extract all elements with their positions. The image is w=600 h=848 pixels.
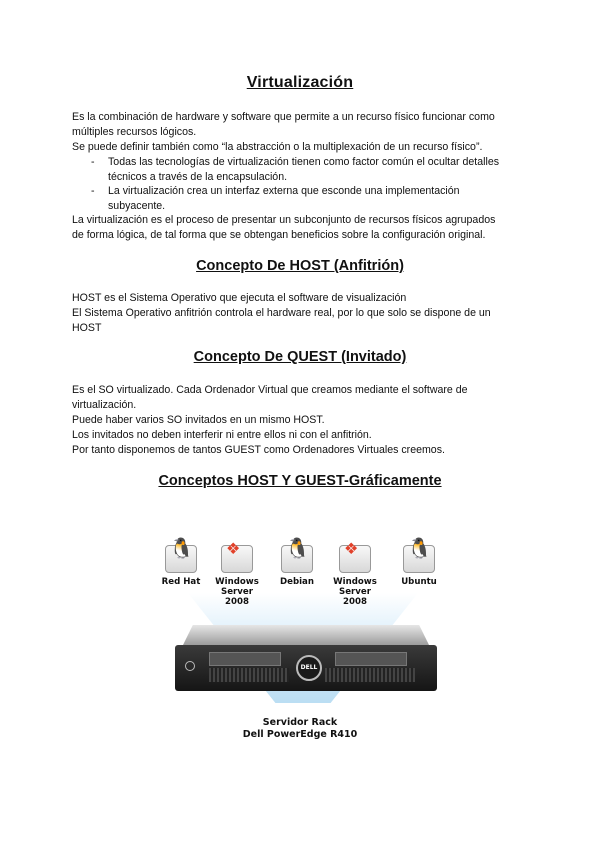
tux-icon: 🐧 xyxy=(403,545,435,573)
os-redhat xyxy=(156,538,206,587)
os-label: Ubuntu xyxy=(401,577,437,587)
drive-bay xyxy=(335,652,407,666)
guest-line-5: Por tanto disponemos de tantos GUEST como Ordenadores Virtuales creemos. xyxy=(72,444,445,456)
graphic-heading: Conceptos HOST Y GUEST-Gráficamente xyxy=(158,473,442,489)
host-line-3: HOST xyxy=(72,322,102,334)
bullet-1-line-2: técnicos a través de la encapsulación. xyxy=(108,171,288,183)
caption-line-2: Dell PowerEdge R410 xyxy=(242,729,358,740)
os-label-sub: Server 2008 xyxy=(339,587,371,607)
dell-logo: DELL xyxy=(296,655,322,681)
windows-icon: ❖ xyxy=(339,545,371,573)
tux-icon: 🐧 xyxy=(165,545,197,573)
os-debian xyxy=(272,538,322,587)
host-line-2: El Sistema Operativo anfitrión controla el hardware real, por lo que solo se dispone de un xyxy=(72,307,491,319)
diagram-caption xyxy=(150,717,450,741)
os-label: Windows xyxy=(333,577,377,587)
guest-line-1: Es el SO virtualizado. Cada Ordenador Virtual que creamos mediante el software de xyxy=(72,384,468,396)
bullet-2-line-2: subyacente. xyxy=(108,200,166,212)
intro-line-5: de forma lógica, de tal forma que se obtengan beneficios sobre la configuración original. xyxy=(72,229,486,241)
power-icon xyxy=(185,661,195,671)
host-heading: Concepto De HOST (Anfitrión) xyxy=(196,258,404,274)
bullet-2-line-1: La virtualización crea un interfaz externa que esconde una implementación xyxy=(108,185,460,197)
vent-grill xyxy=(209,668,289,682)
bullet-marker: - xyxy=(91,185,95,197)
os-windows-server-1 xyxy=(212,541,262,607)
tux-icon: 🐧 xyxy=(281,545,313,573)
guest-line-4: Los invitados no deben interferir ni entre ellos ni con el anfitrión. xyxy=(72,429,372,441)
drive-bay xyxy=(209,652,281,666)
intro-line-2: múltiples recursos lógicos. xyxy=(72,126,197,138)
os-windows-server-2 xyxy=(330,541,380,607)
caption-line-1: Servidor Rack xyxy=(262,717,338,728)
host-line-1: HOST es el Sistema Operativo que ejecuta el software de visualización xyxy=(72,292,407,304)
intro-line-1: Es la combinación de hardware y software que permite a un recurso físico funcionar como xyxy=(72,111,495,123)
vent-grill xyxy=(325,668,415,682)
guest-line-3: Puede haber varios SO invitados en un mismo HOST. xyxy=(72,414,325,426)
guest-heading: Concepto De QUEST (Invitado) xyxy=(193,349,407,365)
bullet-1-line-1: Todas las tecnologías de virtualización tienen como factor común el ocultar detalles xyxy=(108,156,500,168)
intro-line-3: Se puede definir también como “la abstracción o la multiplexación de un recurso físico”. xyxy=(72,141,483,153)
rack-server xyxy=(175,625,437,705)
os-label-sub: Server 2008 xyxy=(221,587,253,607)
os-ubuntu xyxy=(394,538,444,587)
bullet-marker: - xyxy=(91,156,95,168)
intro-line-4: La virtualización es el proceso de presentar un subconjunto de recursos físicos agrupados xyxy=(72,214,496,226)
server-top xyxy=(183,625,429,645)
os-label: Red Hat xyxy=(161,577,201,587)
page-title: Virtualización xyxy=(246,74,354,91)
guest-line-2: virtualización. xyxy=(72,399,137,411)
windows-icon: ❖ xyxy=(221,545,253,573)
virtualization-diagram xyxy=(150,538,450,745)
os-label: Debian xyxy=(280,577,314,587)
os-label: Windows xyxy=(215,577,259,587)
